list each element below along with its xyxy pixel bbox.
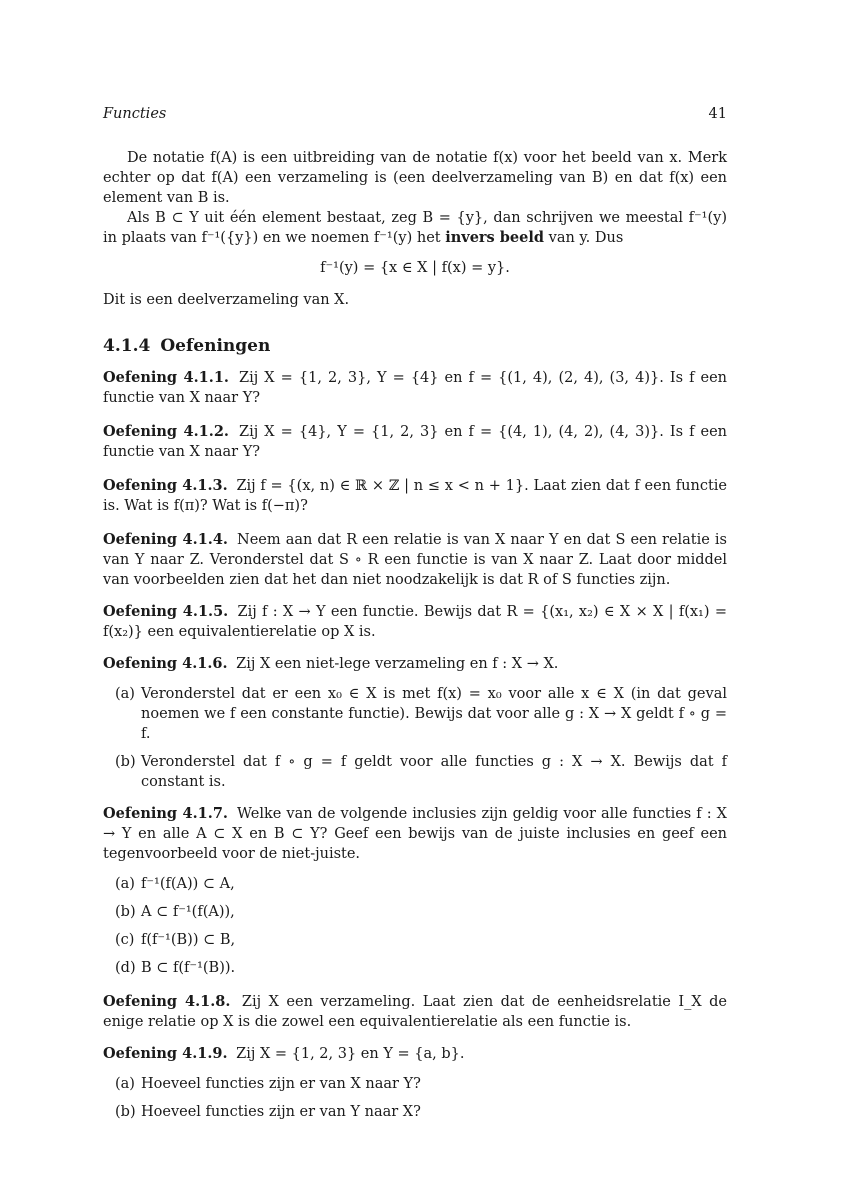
exercise-subitem <box>103 958 727 978</box>
subitem-text: Veronderstel dat er een x₀ ∈ X is met f(x) = x₀ voor alle x ∈ X (in dat geval noemen we f een constante functie). Bewijs dat voor alle g : X → X geldt f ∘ g = f. <box>141 686 727 742</box>
exercise <box>103 992 727 1032</box>
exercise-text: Zij X een verzameling. Laat zien dat de eenheidsrelatie I_X de enige relatie op X is die zowel een equivalentierelatie als een functie is. <box>103 994 728 1030</box>
exercise-statement <box>103 804 727 864</box>
exercise-text: Welke van de volgende inclusies zijn geldig voor alle functies f : X → Y en alle A ⊂ X en B ⊂ Y? Geef een bewijs van de juiste inclusies en geef een tegenvoorbeeld voor de niet-juiste. <box>103 806 728 862</box>
subitem-text: f⁻¹(f(A)) ⊂ A, <box>141 876 235 892</box>
exercise-statement <box>103 992 727 1032</box>
exercise-label: Oefening 4.1.1. <box>103 369 229 386</box>
subitem-label: (b) <box>115 904 136 920</box>
section-title: Oefeningen <box>160 336 271 356</box>
exercise <box>103 1044 727 1122</box>
exercise-label: Oefening 4.1.7. <box>103 805 228 822</box>
intro-paragraph-2-start: Als B ⊂ Y uit één element bestaat, zeg B = {y}, dan schrijven we meestal f⁻¹(y) in plaats van f⁻¹({y}) en we noemen f⁻¹(y) het <box>103 210 727 246</box>
exercise <box>103 422 727 462</box>
subitem-label: (b) <box>115 1104 136 1120</box>
intro-paragraph-3: Dit is een deelverzameling van X. <box>103 292 350 308</box>
exercise-subitems <box>103 684 727 792</box>
exercise-subitem <box>103 874 727 894</box>
exercise-label: Oefening 4.1.3. <box>103 477 228 494</box>
exercise-text: Zij X = {1, 2, 3} en Y = {a, b}. <box>236 1046 465 1062</box>
subitem-label: (c) <box>115 932 135 948</box>
section-heading <box>103 336 727 356</box>
exercise <box>103 368 727 408</box>
exercise <box>103 804 727 978</box>
subitem-label: (d) <box>115 960 136 976</box>
exercise-label: Oefening 4.1.9. <box>103 1045 228 1062</box>
exercise-label: Oefening 4.1.8. <box>103 993 231 1010</box>
exercise-list <box>103 368 727 1122</box>
exercise-statement <box>103 602 727 642</box>
subitem-label: (a) <box>115 686 135 702</box>
exercise <box>103 476 727 516</box>
exercise-statement <box>103 368 727 408</box>
exercise <box>103 654 727 792</box>
running-title: Functies <box>103 106 167 122</box>
exercise-text: Zij f : X → Y een functie. Bewijs dat R = {(x₁, x₂) ∈ X × X | f(x₁) = f(x₂)} een equivalentierelatie op X is. <box>103 604 727 640</box>
subitem-text: f(f⁻¹(B)) ⊂ B, <box>141 932 236 948</box>
exercise-subitems <box>103 1074 727 1122</box>
section-number: 4.1.4 <box>103 336 151 356</box>
subitem-text: A ⊂ f⁻¹(f(A)), <box>141 904 235 920</box>
exercise-text: Zij X = {4}, Y = {1, 2, 3} en f = {(4, 1), (4, 2), (4, 3)}. Is f een functie van X naar Y? <box>103 424 728 460</box>
exercise-subitem <box>103 684 727 744</box>
intro-paragraph-2 <box>103 208 727 248</box>
exercise-subitems <box>103 874 727 978</box>
exercise-statement <box>103 1044 727 1064</box>
term-invers-beeld: invers beeld <box>445 229 545 246</box>
subitem-text: Hoeveel functies zijn er van X naar Y? <box>141 1076 421 1092</box>
subitem-label: (b) <box>115 754 136 770</box>
page-body <box>103 148 727 1122</box>
subitem-label: (a) <box>115 876 135 892</box>
exercise-label: Oefening 4.1.2. <box>103 423 229 440</box>
exercise-subitem <box>103 930 727 950</box>
exercise-label: Oefening 4.1.5. <box>103 603 229 620</box>
display-formula: f⁻¹(y) = {x ∈ X | f(x) = y}. <box>320 260 510 276</box>
exercise-text: Neem aan dat R een relatie is van X naar Y en dat S een relatie is van Y naar Z. Veronderstel dat S ∘ R een functie is van X naar Z. Laat door middel van voorbeelden zien dat het dan niet noodzakelijk is dat R of S functies zijn. <box>103 532 727 588</box>
exercise <box>103 602 727 642</box>
exercise-text: Zij X = {1, 2, 3}, Y = {4} en f = {(1, 4), (2, 4), (3, 4)}. Is f een functie van X naar Y? <box>103 370 728 406</box>
exercise-text: Zij f = {(x, n) ∈ ℝ × ℤ | n ≤ x < n + 1}. Laat zien dat f een functie is. Wat is f(π)? Wat is f(−π)? <box>103 478 728 514</box>
subitem-text: Hoeveel functies zijn er van Y naar X? <box>141 1104 421 1120</box>
subitem-text: Veronderstel dat f ∘ g = f geldt voor alle functies g : X → X. Bewijs dat f constant is. <box>141 754 727 790</box>
intro-paragraph-2-end: van y. Dus <box>548 230 624 246</box>
exercise-statement <box>103 530 727 590</box>
page-header <box>103 104 727 126</box>
exercise-statement <box>103 422 727 462</box>
exercise <box>103 530 727 590</box>
subitem-label: (a) <box>115 1076 135 1092</box>
exercise-statement <box>103 476 727 516</box>
exercise-subitem <box>103 1074 727 1094</box>
exercise-text: Zij X een niet-lege verzameling en f : X → X. <box>236 656 559 672</box>
intro-paragraph-1: De notatie f(A) is een uitbreiding van de notatie f(x) voor het beeld van x. Merk echter op dat f(A) een verzameling is (een deelverzameling van B) en dat f(x) een element van B is. <box>103 150 727 206</box>
subitem-text: B ⊂ f(f⁻¹(B)). <box>141 960 236 976</box>
exercise-label: Oefening 4.1.6. <box>103 655 228 672</box>
exercise-subitem <box>103 752 727 792</box>
exercise-subitem <box>103 902 727 922</box>
exercise-statement <box>103 654 727 674</box>
exercise-label: Oefening 4.1.4. <box>103 531 228 548</box>
exercise-subitem <box>103 1102 727 1122</box>
page-number: 41 <box>708 106 727 122</box>
